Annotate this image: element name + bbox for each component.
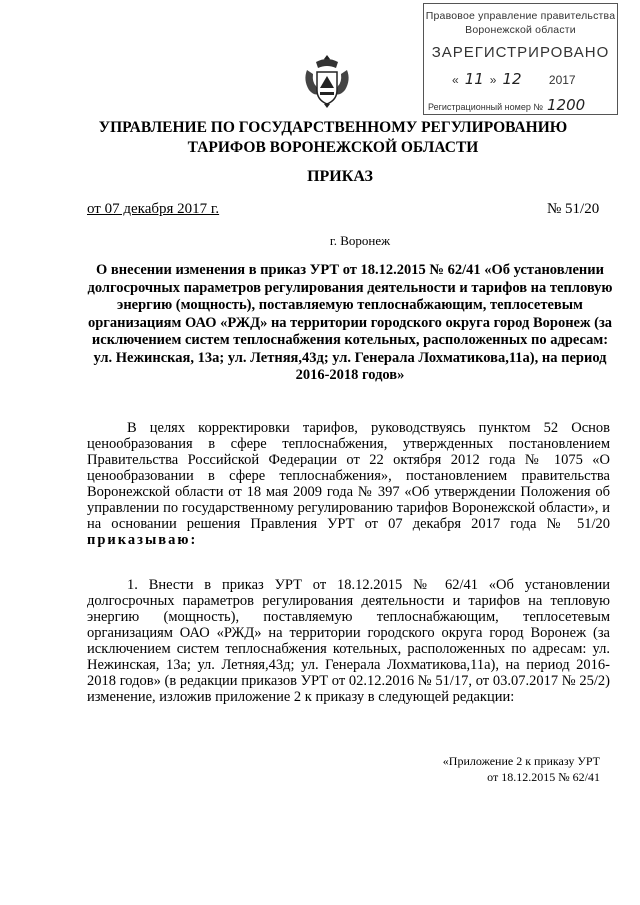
document-type: ПРИКАЗ (307, 168, 373, 185)
preamble-paragraph (87, 420, 610, 548)
city: г. Воронеж (329, 233, 391, 248)
stamp-date-mid: » (489, 73, 497, 87)
registration-stamp (423, 3, 618, 115)
org-line1: УПРАВЛЕНИЕ ПО ГОСУДАРСТВЕННОМУ РЕГУЛИРОВАНИЮ (98, 119, 568, 136)
stamp-month: 12 (502, 70, 522, 88)
stamp-year: 2017 (548, 73, 576, 87)
stamp-reg-number: 1200 (547, 96, 586, 114)
stamp-day: 11 (464, 70, 484, 88)
appendix-line2: от 18.12.2015 № 62/41 (487, 770, 600, 784)
order-keyword: приказываю: (87, 532, 198, 548)
order-date: от 07 декабря 2017 г. (87, 201, 220, 217)
stamp-line2: Воронежской области (465, 24, 576, 36)
org-line2: ТАРИФОВ ВОРОНЕЖСКОЙ ОБЛАСТИ (187, 139, 479, 156)
stamp-date-open: « (452, 73, 459, 87)
preamble-text: В целях корректировки тарифов, руководствуясь пунктом 52 Основ ценообразования в сфере теплоснабжения, утвержденных постановлением Правительства Российской Федерации от 22 октября 2012 года № 1075 «О ценообразовании в сфере теплоснабжения», постановлением правительства Воронежской области от 18 мая 2009 года № 397 «Об утверждении Положения об управлении по государственному регулированию тарифов Воронежской области», и на основании решения Правления УРТ от 07 декабря 2017 года № 51/20 (87, 420, 610, 532)
order-number: № 51/20 (547, 201, 600, 217)
stamp-date (452, 70, 576, 88)
organization-header (96, 118, 570, 158)
stamp-line1: Правовое управление правительства (425, 10, 616, 22)
appendix-line1: «Приложение 2 к приказу УРТ (442, 754, 600, 768)
stamp-number (428, 96, 585, 114)
appendix-reference (443, 753, 600, 785)
stamp-registered: ЗАРЕГИСТРИРОВАНО (431, 44, 610, 61)
order-title: О внесении изменения в приказ УРТ от 18.12.2015 № 62/41 «Об установлении долгосрочных параметров регулирования деятельности и тарифов на тепловую энергию (мощность), поставляемую теплоснабжающим, теплосетевым организациям ОАО «РЖД» на территории городского округа город Воронеж (за исключением систем теплоснабжения котельных, расположенных по адресам: ул. Нежинская, 13а; ул. Летняя,43д; ул. Генерала Лохматикова,11а), на период 2016-2018 годов» (87, 262, 613, 383)
clause-1-paragraph: 1. Внести в приказ УРТ от 18.12.2015 № 62/41 «Об установлении долгосрочных параметров регулирования деятельности и тарифов на тепловую энергию (мощность), поставляемую теплоснабжающим, теплосетевым организациям ОАО «РЖД» на территории городского округа город Воронеж (за исключением систем теплоснабжения котельных, расположенных по адресам: ул. Нежинская, 13а; ул. Летняя,43д; ул. Генерала Лохматикова,11а), на период 2016-2018 годов» (в редакции приказов УРТ от 02.12.2016 № 51/17, от 03.07.2017 № 25/2) изменение, изложив приложение 2 к приказу в следующей редакции: (87, 577, 610, 705)
coat-of-arms-icon (302, 52, 352, 110)
stamp-reg-label: Регистрационный номер № (428, 102, 544, 112)
